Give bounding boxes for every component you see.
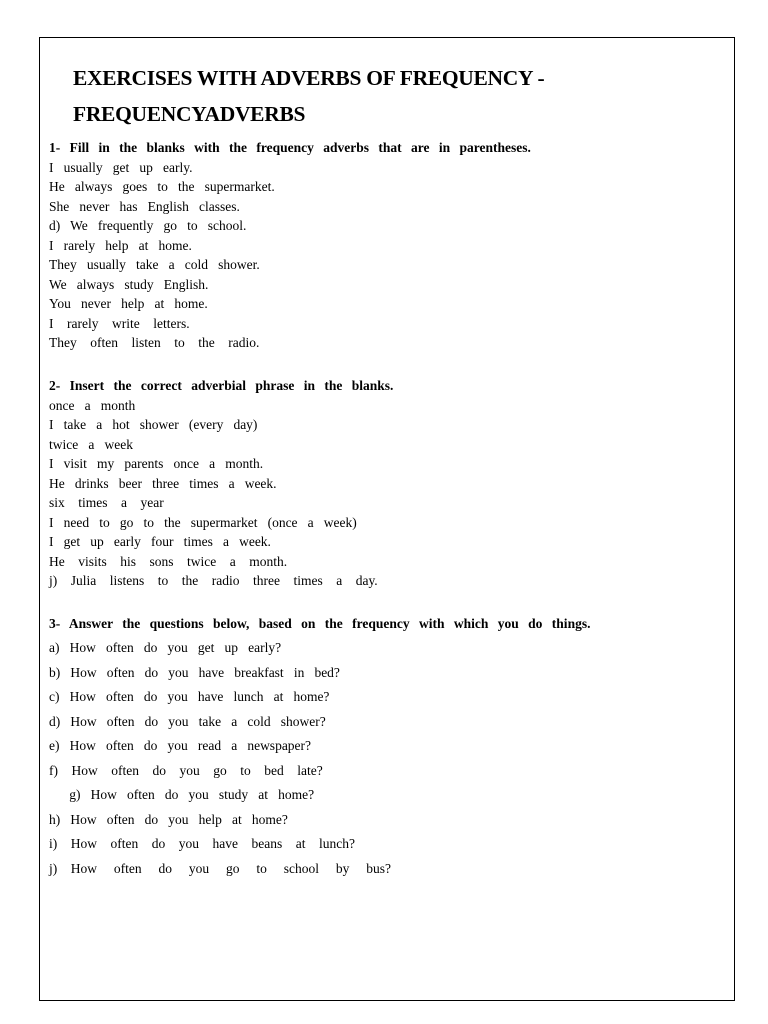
exercise-1-line: I usually get up early. bbox=[49, 159, 193, 175]
exercise-2-line: six times a year bbox=[49, 495, 164, 510]
exercise-1-line: They often listen to the radio. bbox=[49, 335, 260, 350]
exercise-2-line: I get up early four times a week. bbox=[49, 534, 271, 549]
title-line-2: FREQUENCYADVERBS bbox=[73, 102, 306, 126]
exercise-3-heading: 3- Answer the questions below, based on the frequency with which you do things. bbox=[49, 616, 591, 631]
exercise-3-question: e) How often do you read a newspaper? bbox=[49, 738, 312, 753]
page-title bbox=[73, 60, 713, 132]
exercise-2-line: twice a week bbox=[49, 436, 133, 452]
exercise-3-question: f) How often do you go to bed late? bbox=[49, 762, 323, 778]
exercise-2-line: once a month bbox=[49, 397, 136, 413]
exercise-3-question: c) How often do you have lunch at home? bbox=[49, 689, 330, 704]
exercise-2-line: I visit my parents once a month. bbox=[49, 456, 264, 471]
exercise-2-line: He visits his sons twice a month. bbox=[49, 553, 288, 569]
title-line-1: EXERCISES WITH ADVERBS OF FREQUENCY - bbox=[73, 66, 545, 90]
exercise-2 bbox=[49, 376, 739, 591]
exercise-2-line: I take a hot shower (every day) bbox=[49, 417, 258, 432]
exercise-3-question: j) How often do you go to school by bus? bbox=[49, 860, 391, 876]
exercise-3-question: h) How often do you help at home? bbox=[49, 811, 288, 827]
exercise-2-line: j) Julia listens to the radio three times a day. bbox=[49, 573, 378, 588]
exercise-3-question: d) How often do you take a cold shower? bbox=[49, 713, 326, 729]
exercise-2-line: I need to go to the supermarket (once a week) bbox=[49, 514, 357, 530]
exercise-3-question: i) How often do you have beans at lunch? bbox=[49, 836, 355, 851]
exercise-1-line: We always study English. bbox=[49, 276, 209, 292]
exercise-1-heading: 1- Fill in the blanks with the frequency adverbs that are in parentheses. bbox=[49, 140, 531, 155]
exercise-2-line: He drinks beer three times a week. bbox=[49, 475, 277, 491]
exercise-3-question: g) How often do you study at home? bbox=[49, 787, 315, 802]
exercise-3 bbox=[49, 614, 739, 881]
exercise-1 bbox=[49, 138, 739, 353]
exercise-1-line: d) We frequently go to school. bbox=[49, 218, 247, 233]
exercise-2-heading: 2- Insert the correct adverbial phrase in the blanks. bbox=[49, 378, 394, 393]
exercise-3-question: a) How often do you get up early? bbox=[49, 640, 282, 655]
exercise-1-line: I rarely write letters. bbox=[49, 315, 190, 331]
exercise-1-line: She never has English classes. bbox=[49, 198, 240, 214]
exercise-1-line: He always goes to the supermarket. bbox=[49, 179, 275, 194]
exercise-1-line: They usually take a cold shower. bbox=[49, 257, 260, 272]
exercise-1-line: You never help at home. bbox=[49, 296, 208, 311]
exercise-3-question: b) How often do you have breakfast in bed? bbox=[49, 664, 340, 680]
exercise-1-line: I rarely help at home. bbox=[49, 237, 192, 253]
